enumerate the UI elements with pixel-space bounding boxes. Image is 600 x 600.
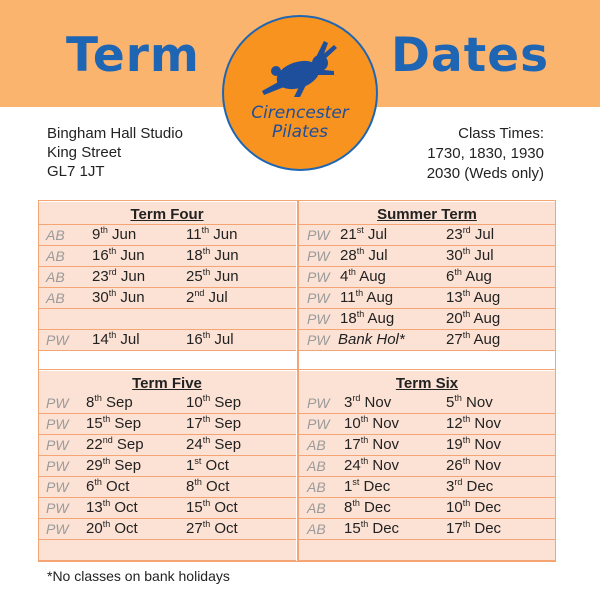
class-date-1: 24th Nov bbox=[344, 456, 400, 474]
instructor-initials: AB bbox=[46, 248, 65, 264]
class-date-1: 15th Dec bbox=[344, 519, 400, 537]
term-title: Term Four bbox=[130, 206, 204, 223]
instructor-initials: PW bbox=[307, 332, 330, 348]
class-date-2: 24th Sep bbox=[186, 435, 242, 453]
class-date-1: 11th Aug bbox=[340, 288, 394, 306]
date-row bbox=[299, 477, 555, 498]
class-times-line: 1730, 1830, 1930 bbox=[427, 145, 544, 162]
class-date-1: 28th Jul bbox=[340, 246, 388, 264]
date-row bbox=[299, 456, 555, 477]
table-border bbox=[555, 200, 556, 562]
instructor-initials: PW bbox=[46, 521, 69, 537]
section-separator bbox=[38, 369, 556, 370]
date-row bbox=[38, 309, 296, 330]
class-date-2: 19th Nov bbox=[446, 435, 502, 453]
instructor-initials: PW bbox=[46, 437, 69, 453]
class-date-2: 26th Nov bbox=[446, 456, 502, 474]
logo-badge bbox=[222, 15, 378, 171]
logo-text-pilates: Pilates bbox=[271, 122, 329, 142]
instructor-initials: PW bbox=[46, 395, 69, 411]
class-date-2: 27th Aug bbox=[446, 330, 501, 348]
class-date-1: 8th Sep bbox=[86, 393, 133, 411]
instructor-initials: AB bbox=[46, 290, 65, 306]
term-title: Summer Term bbox=[377, 206, 477, 223]
date-row bbox=[38, 330, 296, 351]
date-row bbox=[38, 456, 296, 477]
class-date-2: 8th Oct bbox=[186, 477, 230, 495]
date-row bbox=[38, 267, 296, 288]
date-row bbox=[38, 246, 296, 267]
class-date-2: 10th Sep bbox=[186, 393, 242, 411]
date-row bbox=[299, 435, 555, 456]
term-title: Term Five bbox=[132, 375, 202, 392]
class-date-1: 6th Oct bbox=[86, 477, 130, 495]
class-date-2: 1st Oct bbox=[186, 456, 229, 474]
class-date-2: 27th Oct bbox=[186, 519, 238, 537]
class-date-2: 17th Sep bbox=[186, 414, 242, 432]
instructor-initials: PW bbox=[307, 311, 330, 327]
date-row bbox=[299, 540, 555, 561]
class-date-1: Bank Hol* bbox=[338, 331, 405, 348]
instructor-initials: PW bbox=[307, 227, 330, 243]
address-line: King Street bbox=[47, 144, 122, 161]
date-row bbox=[38, 393, 296, 414]
class-date-2: 15th Oct bbox=[186, 498, 238, 516]
class-date-1: 4th Aug bbox=[340, 267, 386, 285]
class-times-heading: Class Times: bbox=[458, 125, 544, 142]
instructor-initials: PW bbox=[307, 395, 330, 411]
class-date-1: 29th Sep bbox=[86, 456, 142, 474]
class-date-2: 2nd Jul bbox=[186, 288, 228, 306]
address-line: GL7 1JT bbox=[47, 163, 105, 180]
instructor-initials: AB bbox=[46, 227, 65, 243]
instructor-initials: PW bbox=[46, 479, 69, 495]
footnote: *No classes on bank holidays bbox=[47, 568, 230, 584]
instructor-initials: AB bbox=[307, 458, 326, 474]
class-date-2: 11th Jun bbox=[186, 225, 238, 243]
date-row bbox=[299, 498, 555, 519]
date-row bbox=[299, 288, 555, 309]
date-row bbox=[299, 393, 555, 414]
running-hare-icon bbox=[260, 41, 344, 99]
class-date-2: 25th Jun bbox=[186, 267, 239, 285]
address-line: Bingham Hall Studio bbox=[47, 125, 183, 142]
date-row bbox=[38, 414, 296, 435]
date-row bbox=[38, 519, 296, 540]
date-row bbox=[299, 519, 555, 540]
class-date-2: 18th Jun bbox=[186, 246, 239, 264]
class-date-1: 22nd Sep bbox=[86, 435, 144, 453]
class-date-1: 14th Jul bbox=[92, 330, 140, 348]
date-row bbox=[299, 267, 555, 288]
date-row bbox=[38, 540, 296, 561]
class-date-1: 8th Dec bbox=[344, 498, 391, 516]
instructor-initials: PW bbox=[307, 416, 330, 432]
class-date-1: 23rd Jun bbox=[92, 267, 146, 285]
class-date-2: 5th Nov bbox=[446, 393, 493, 411]
date-row bbox=[299, 330, 555, 351]
class-date-1: 13th Oct bbox=[86, 498, 138, 516]
date-row bbox=[299, 414, 555, 435]
studio-address bbox=[47, 124, 183, 181]
title-term: Term bbox=[66, 28, 200, 83]
title-dates: Dates bbox=[391, 28, 550, 83]
date-row bbox=[38, 288, 296, 309]
date-row bbox=[38, 498, 296, 519]
class-date-1: 18th Aug bbox=[340, 309, 395, 327]
instructor-initials: PW bbox=[307, 248, 330, 264]
instructor-initials: AB bbox=[307, 500, 326, 516]
class-date-2: 13th Aug bbox=[446, 288, 501, 306]
class-times-line: 2030 (Weds only) bbox=[426, 165, 544, 182]
class-date-1: 16th Jun bbox=[92, 246, 145, 264]
date-row bbox=[38, 477, 296, 498]
class-date-1: 20th Oct bbox=[86, 519, 138, 537]
instructor-initials: PW bbox=[307, 269, 330, 285]
instructor-initials: PW bbox=[46, 458, 69, 474]
table-border bbox=[38, 200, 39, 562]
class-date-1: 3rd Nov bbox=[344, 393, 392, 411]
instructor-initials: PW bbox=[46, 416, 69, 432]
class-times bbox=[427, 124, 544, 184]
class-date-1: 1st Dec bbox=[344, 477, 391, 495]
instructor-initials: AB bbox=[307, 479, 326, 495]
date-row bbox=[299, 225, 555, 246]
class-date-1: 30th Jun bbox=[92, 288, 145, 306]
class-date-2: 6th Aug bbox=[446, 267, 492, 285]
instructor-initials: AB bbox=[307, 521, 326, 537]
class-date-1: 21st Jul bbox=[340, 225, 388, 243]
class-date-1: 17th Nov bbox=[344, 435, 400, 453]
class-date-2: 30th Jul bbox=[446, 246, 494, 264]
instructor-initials: PW bbox=[46, 332, 69, 348]
instructor-initials: PW bbox=[46, 500, 69, 516]
class-date-1: 15th Sep bbox=[86, 414, 142, 432]
instructor-initials: PW bbox=[307, 290, 330, 306]
date-row bbox=[38, 225, 296, 246]
class-date-2: 12th Nov bbox=[446, 414, 502, 432]
date-row bbox=[299, 246, 555, 267]
class-date-2: 23rd Jul bbox=[446, 225, 495, 243]
date-row bbox=[38, 435, 296, 456]
instructor-initials: AB bbox=[46, 269, 65, 285]
class-date-2: 17th Dec bbox=[446, 519, 502, 537]
instructor-initials: AB bbox=[307, 437, 326, 453]
class-date-1: 10th Nov bbox=[344, 414, 400, 432]
class-date-2: 16th Jul bbox=[186, 330, 234, 348]
date-row bbox=[299, 309, 555, 330]
table-border bbox=[38, 200, 556, 201]
class-date-1: 9th Jun bbox=[92, 225, 137, 243]
class-date-2: 3rd Dec bbox=[446, 477, 494, 495]
term-title: Term Six bbox=[395, 375, 459, 392]
class-date-2: 20th Aug bbox=[446, 309, 501, 327]
column-divider bbox=[297, 200, 299, 562]
class-date-2: 10th Dec bbox=[446, 498, 502, 516]
logo-text-cirencester: Cirencester bbox=[251, 103, 349, 123]
